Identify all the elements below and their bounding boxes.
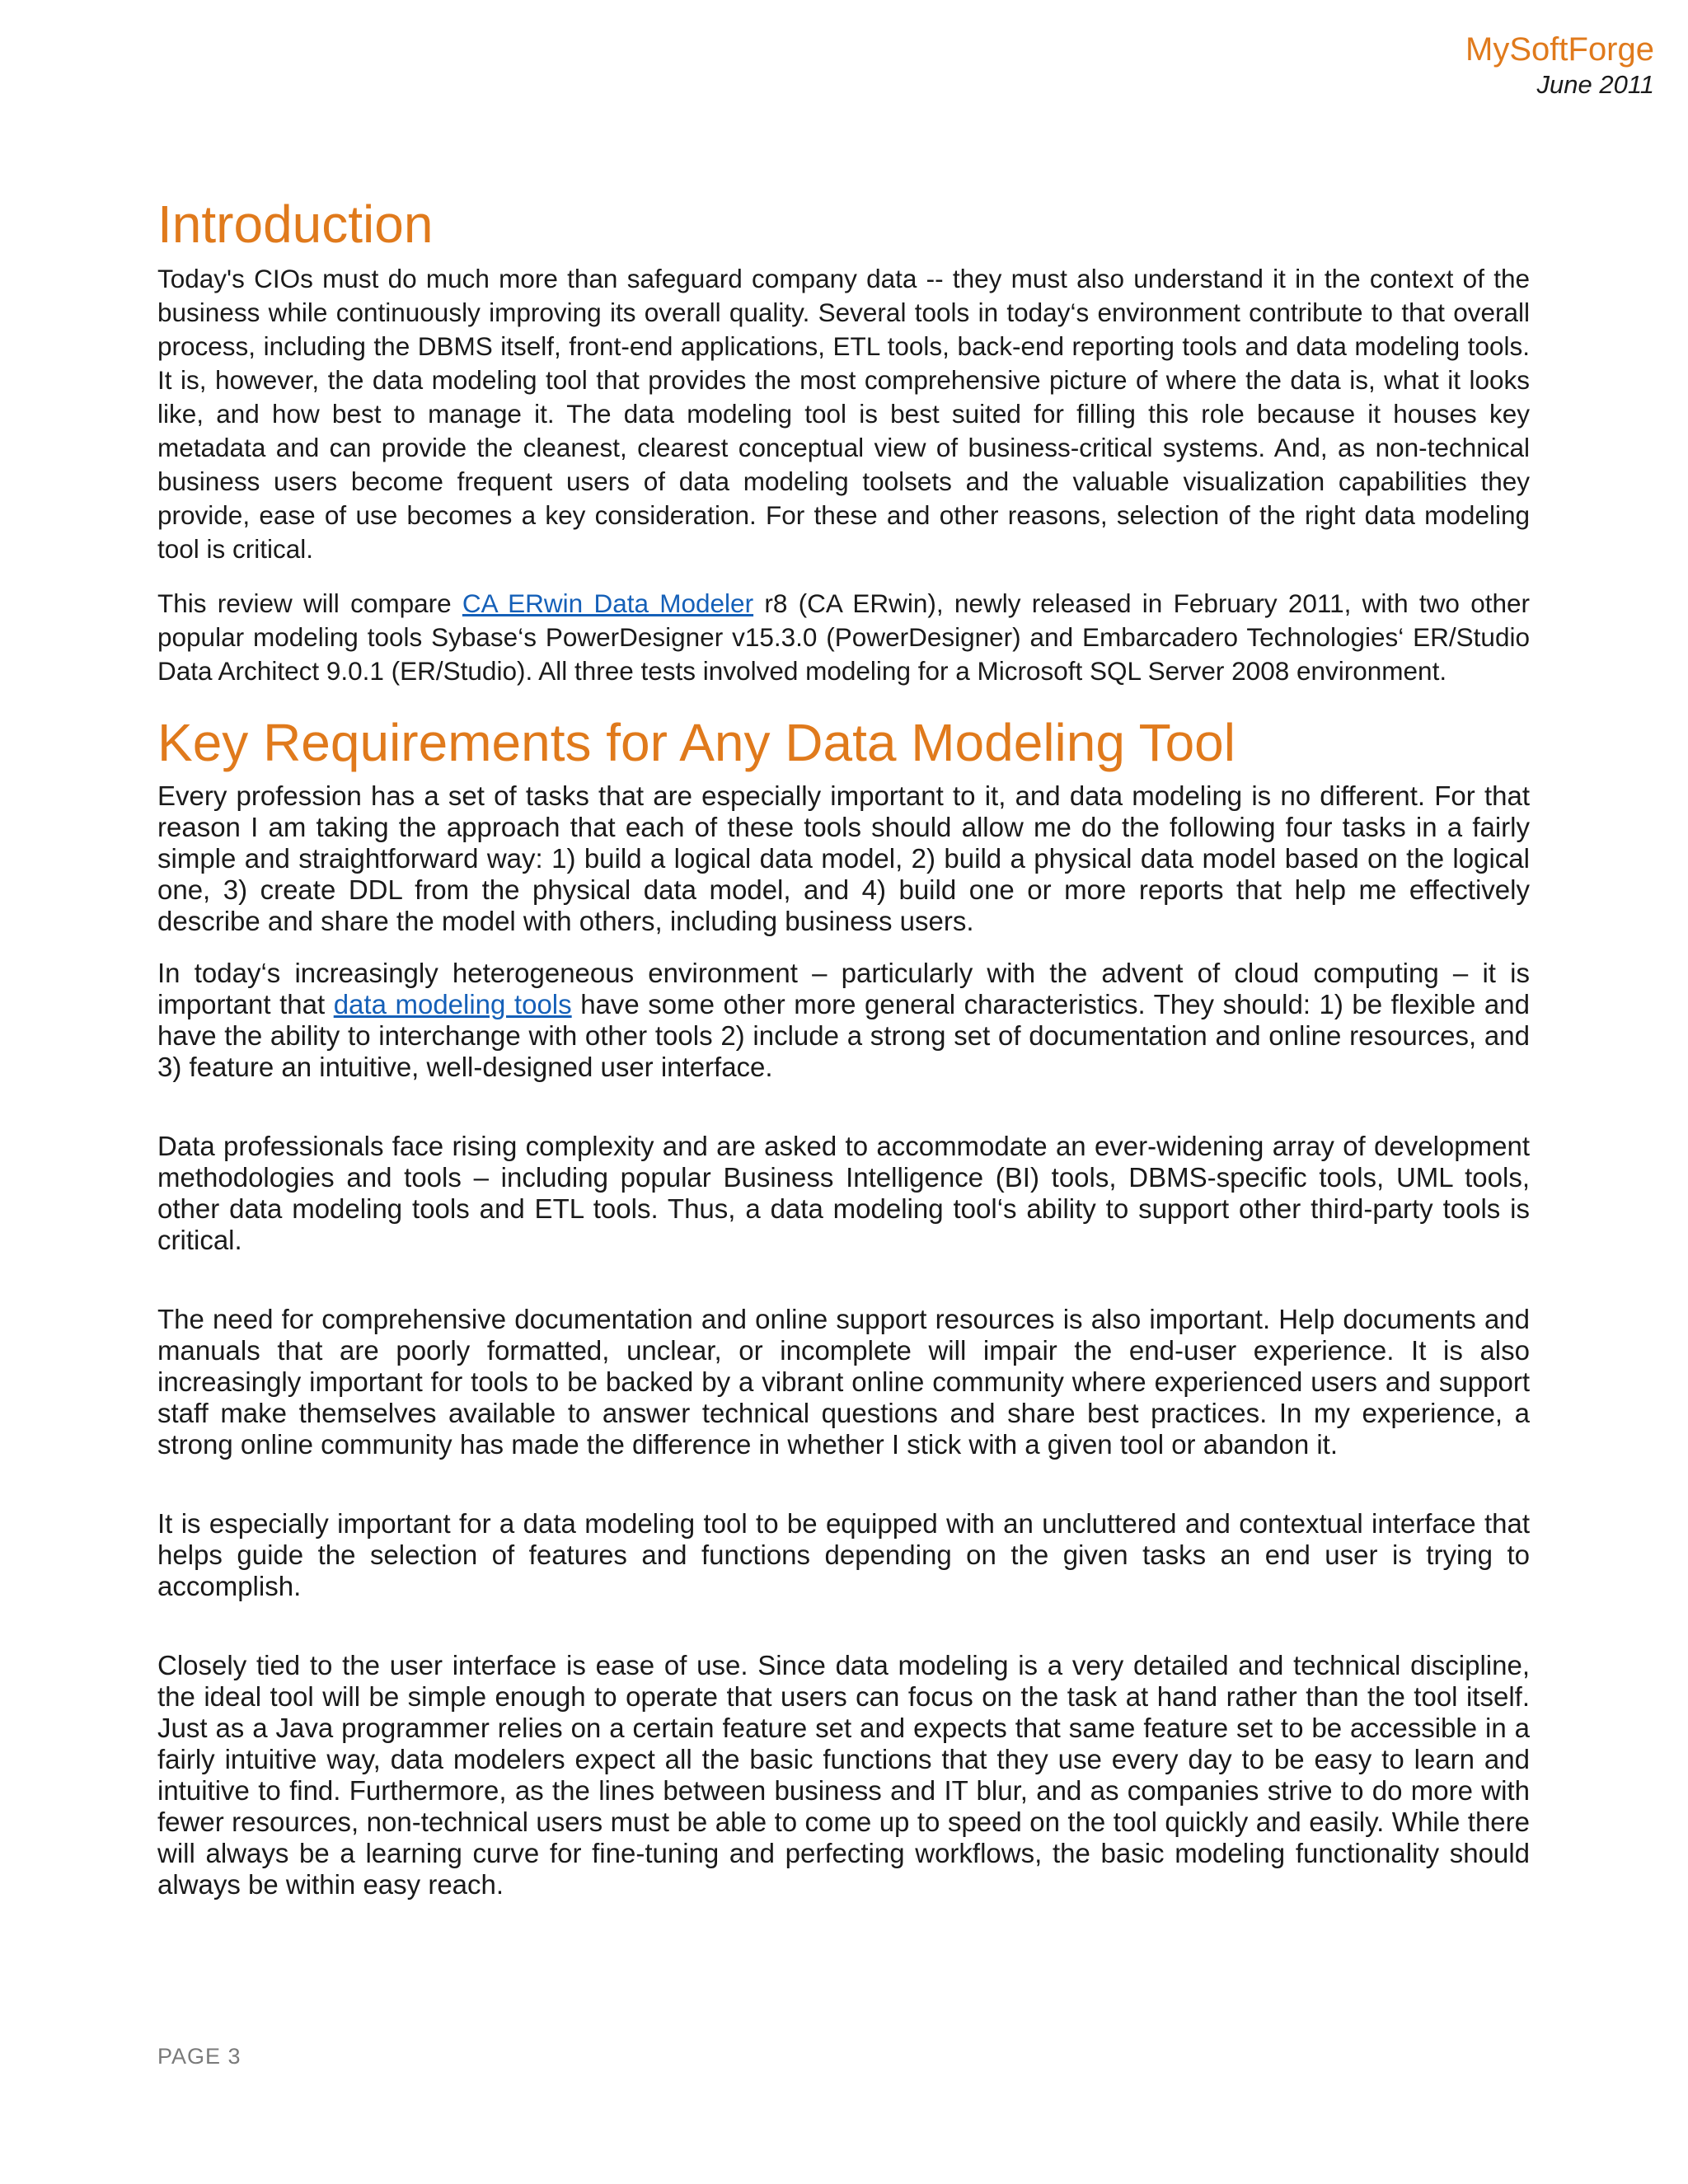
key-paragraph-1: Every profession has a set of tasks that are especially important to it, and data modeling is no different. For that reason I am taking the approach that each of these tools should allow me do the following four tasks in a fairly simple and straightforward way: 1) build a logical data model, 2) build a physical data model based on the logical one, 3) create DDL from the physical data model, and 4) build one or more reports that help me effectively describe and share the model with others, including business users. [157, 780, 1530, 936]
key-paragraph-2 [157, 958, 1530, 1083]
ca-erwin-link[interactable]: CA ERwin Data Modeler [462, 588, 754, 618]
key-paragraph-2-text-start: In today‘s increasingly heterogeneous environment – particularly with the advent of cloud computing – it is important that [157, 958, 1530, 1019]
key-paragraph-2-text-end: have some other more general characteristics. They should: 1) be flexible and have the ability to interchange with other tools 2) include a strong set of documentation and online resources, and 3) feature an intuitive, well-designed user interface. [157, 989, 1530, 1082]
page-number: PAGE 3 [157, 2044, 241, 2069]
key-requirements-heading: Key Requirements for Any Data Modeling Tool [157, 713, 1236, 772]
introduction-heading: Introduction [157, 194, 434, 254]
intro-paragraph-2 [157, 587, 1530, 688]
brand-name: MySoftForge [1465, 31, 1654, 68]
publication-date: June 2011 [1536, 70, 1654, 99]
key-paragraph-3: Data professionals face rising complexity and are asked to accommodate an ever-widening array of development methodologies and tools – including popular Business Intelligence (BI) tools, DBMS-specific tools, UML tools, other data modeling tools and ETL tools. Thus, a data modeling tool‘s ability to support other third-party tools is critical. [157, 1131, 1530, 1255]
key-paragraph-4: The need for comprehensive documentation and online support resources is also important. Help documents and manuals that are poorly formatted, unclear, or incomplete will impair the end-user experience. It is also increasingly important for tools to be backed by a vibrant online community where experienced users and support staff make themselves available to answer technical questions and share best practices. In my experience, a strong online community has made the difference in whether I stick with a given tool or abandon it. [157, 1304, 1530, 1460]
key-paragraph-5: It is especially important for a data modeling tool to be equipped with an uncluttered and contextual interface that helps guide the selection of features and functions depending on the given tasks an end user is trying to accomplish. [157, 1508, 1530, 1601]
document-body [157, 191, 1530, 1900]
page-header [1465, 30, 1654, 101]
intro-paragraph-2-text-end: r8 (CA ERwin), newly released in February 2011, with two other popular modeling tools Sybase‘s PowerDesigner v15.3.0 (PowerDesigner) and Embarcadero Technologies‘ ER/Studio Data Architect 9.0.1 (ER/Studio). All three tests involved modeling for a Microsoft SQL Server 2008 environment. [157, 588, 1531, 686]
key-paragraph-6: Closely tied to the user interface is ease of use. Since data modeling is a very detailed and technical discipline, the ideal tool will be simple enough to operate that users can focus on the task at hand rather than the tool itself. Just as a Java programmer relies on a certain feature set and expects that same feature set to be accessible in a fairly intuitive way, data modelers expect all the basic functions that they use every day to be easy to learn and intuitive to find. Furthermore, as the lines between business and IT blur, and as companies strive to do more with fewer resources, non-technical users must be able to come up to speed on the tool quickly and easily. While there will always be a learning curve for fine-tuning and perfecting workflows, the basic modeling functionality should always be within easy reach. [157, 1650, 1530, 1900]
intro-paragraph-1: Today's CIOs must do much more than safeguard company data -- they must also understand it in the context of the business while continuously improving its overall quality. Several tools in today‘s environment contribute to that overall process, including the DBMS itself, front-end applications, ETL tools, back-end reporting tools and data modeling tools. It is, however, the data modeling tool that provides the most comprehensive picture of where the data is, what it looks like, and how best to manage it. The data modeling tool is best suited for filling this role because it houses key metadata and can provide the cleanest, clearest conceptual view of business-critical systems. And, as non-technical business users become frequent users of data modeling toolsets and the valuable visualization capabilities they provide, ease of use becomes a key consideration. For these and other reasons, selection of the right data modeling tool is critical. [157, 264, 1530, 564]
intro-paragraph-2-text-start: This review will compare [157, 588, 462, 618]
data-modeling-tools-link[interactable]: data modeling tools [333, 989, 572, 1019]
